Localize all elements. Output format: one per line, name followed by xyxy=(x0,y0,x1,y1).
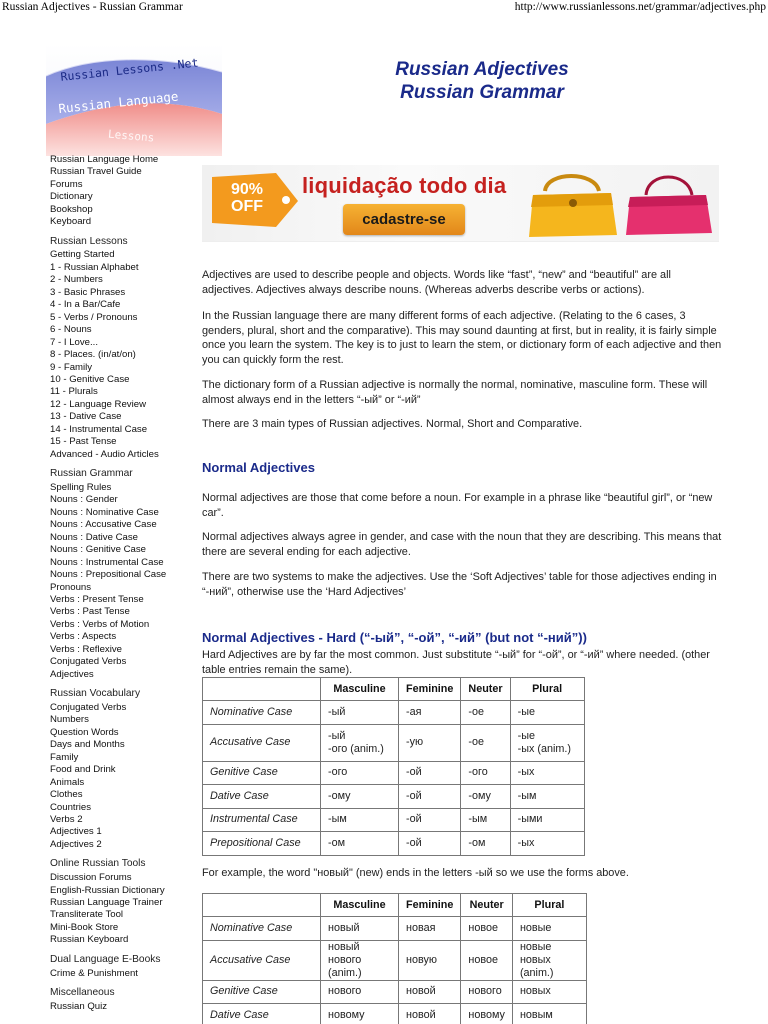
sidebar-link[interactable]: 10 - Genitive Case xyxy=(50,374,130,385)
sidebar-link[interactable]: 8 - Places. (in/at/on) xyxy=(50,349,136,361)
sidebar-group-grammar xyxy=(50,468,200,681)
ending-cell xyxy=(512,917,586,941)
sidebar-link[interactable]: 6 - Nouns xyxy=(50,324,92,336)
sidebar-group-lessons xyxy=(50,236,200,462)
cell-text: -ых xyxy=(517,766,535,779)
sidebar-heading-tools: Online Russian Tools xyxy=(50,858,146,870)
types-paragraph: There are 3 main types of Russian adjectives. Normal, Short and Comparative. xyxy=(202,418,583,430)
table-row xyxy=(203,917,587,941)
cell-text: -ой xyxy=(406,813,422,826)
discount-off: OFF xyxy=(231,198,263,215)
sidebar-link[interactable]: Discussion Forums xyxy=(50,872,132,884)
cell-text: новая xyxy=(406,921,436,934)
cell-text: новый xyxy=(328,921,360,934)
sidebar-link[interactable]: Days and Months xyxy=(50,739,125,751)
sidebar-group-misc xyxy=(50,987,200,1013)
sidebar-link[interactable]: Animals xyxy=(50,776,85,788)
sidebar-group-tools xyxy=(50,858,200,947)
yellow-handbag-icon xyxy=(525,169,620,239)
case-name-cell xyxy=(203,761,321,785)
sidebar-heading-vocabulary: Russian Vocabulary xyxy=(50,687,141,699)
cell-text: -ом xyxy=(328,836,346,849)
sidebar-link[interactable]: Russian Language Trainer xyxy=(50,897,163,909)
table-row xyxy=(203,724,585,761)
sidebar-link[interactable]: 13 - Dative Case xyxy=(50,411,122,423)
cell-text: -ом xyxy=(468,836,486,849)
ending-cell xyxy=(321,917,399,941)
sidebar-link[interactable]: 9 - Family xyxy=(50,361,93,373)
ending-cell xyxy=(399,701,461,725)
sidebar-link[interactable]: Numbers xyxy=(50,714,89,726)
cell-text: Genitive Case xyxy=(210,766,278,779)
ending-cell xyxy=(510,832,584,856)
sidebar-link[interactable]: Verbs : Verbs of Motion xyxy=(50,618,150,630)
sidebar-link[interactable]: 7 - I Love... xyxy=(50,336,98,348)
case-name-cell xyxy=(203,701,321,725)
sidebar-link[interactable]: Russian Travel Guide xyxy=(50,166,142,178)
cell-text: новые xyxy=(519,940,552,953)
ending-cell xyxy=(321,724,399,761)
sidebar-link[interactable]: Adjectives 2 xyxy=(50,838,102,850)
column-header: Neuter xyxy=(461,894,513,917)
sidebar-link[interactable]: Adjectives 1 xyxy=(50,826,102,838)
ending-cell xyxy=(461,917,513,941)
column-header xyxy=(203,678,321,701)
hard-description-paragraph: Hard Adjectives are by far the most common. Just substitute “-ый” for “-ой”, or “-ий” where needed. (other table entries remain the same). xyxy=(202,649,710,676)
ad-banner[interactable] xyxy=(202,165,719,242)
ending-cell xyxy=(399,724,461,761)
cell-text: Accusative Case xyxy=(210,736,291,748)
forms-paragraph: In the Russian language there are many different forms of each adjective. (Relating to the 6 cases, 3 genders, plural, short and the comparative). This may sound daunting at first, but in reality, it is fairly simple once you learn the system. The key is to just to learn the stem, or dictionary form of each adjective and then you can quickly form the rest. xyxy=(202,310,722,366)
sidebar-link[interactable]: Verbs 2 xyxy=(50,814,83,825)
discount-tag-icon xyxy=(210,171,300,229)
cell-text: -ых xyxy=(517,836,535,849)
sidebar-heading-lessons: Russian Lessons xyxy=(50,235,128,247)
cell-text: -ый xyxy=(328,729,346,742)
cell-text: -ая xyxy=(406,705,422,718)
ending-cell xyxy=(461,785,510,809)
ending-cell xyxy=(461,808,510,832)
ending-cell xyxy=(321,761,399,785)
cell-text: -ого xyxy=(468,766,488,779)
cell-text: новых xyxy=(519,985,551,998)
sidebar-link[interactable]: Forums xyxy=(50,178,83,190)
ending-cell xyxy=(510,724,584,761)
cell-text: Nominative Case xyxy=(210,921,293,934)
systems-paragraph: There are two systems to make the adjectives. Use the ‘Soft Adjectives’ table for those adjectives ending in “-ний”, otherwise use the ‘Hard Adjectives’ xyxy=(202,571,717,598)
cell-text: новый xyxy=(328,940,360,953)
case-name-cell xyxy=(203,785,321,809)
cell-text: -ых (anim.) xyxy=(517,742,571,755)
sidebar-link[interactable]: Russian Language Home xyxy=(50,154,159,165)
sidebar-link[interactable]: Nouns : Genitive Case xyxy=(50,544,146,556)
sidebar-link[interactable]: Nouns : Gender xyxy=(50,494,118,506)
page-title xyxy=(372,58,592,104)
ending-cell xyxy=(461,761,510,785)
sidebar-link[interactable]: 14 - Instrumental Case xyxy=(50,423,148,435)
sidebar-link[interactable]: Russian Keyboard xyxy=(50,934,129,946)
ending-cell xyxy=(512,1004,586,1024)
ad-signup-button[interactable]: cadastre-se xyxy=(343,204,465,235)
ending-cell xyxy=(512,980,586,1004)
sidebar-link[interactable]: Transliterate Tool xyxy=(50,909,124,921)
sidebar-link[interactable]: Keyboard xyxy=(50,216,92,228)
ending-cell xyxy=(399,980,461,1004)
cell-text: нового xyxy=(328,985,362,998)
cell-text: -ому xyxy=(328,789,351,802)
cell-text: новой xyxy=(406,985,436,998)
case-name-cell xyxy=(203,832,321,856)
table-row xyxy=(203,808,585,832)
sidebar-link[interactable]: Family xyxy=(50,751,79,763)
sidebar-group-main xyxy=(50,154,200,229)
sidebar-link[interactable]: Nouns : Nominative Case xyxy=(50,506,159,518)
sidebar-link[interactable]: 1 - Russian Alphabet xyxy=(50,261,139,273)
cell-text: -ого (anim.) xyxy=(328,742,384,755)
ad-headline: liquidação todo dia xyxy=(302,173,507,198)
sidebar-link[interactable]: Adjectives xyxy=(50,668,94,680)
sidebar-link[interactable]: Crime & Punishment xyxy=(50,967,138,979)
print-header xyxy=(0,0,768,16)
cell-text: Dative Case xyxy=(210,1008,269,1021)
cell-text: новому xyxy=(468,1008,505,1021)
cell-text: Prepositional Case xyxy=(210,836,301,849)
case-name-cell xyxy=(203,808,321,832)
column-header: Masculine xyxy=(321,678,399,701)
table-row xyxy=(203,1004,587,1024)
sidebar-link[interactable]: 4 - In a Bar/Cafe xyxy=(50,299,121,311)
cell-text: новое xyxy=(468,921,498,934)
case-name-cell xyxy=(203,1004,321,1024)
ending-cell xyxy=(321,980,399,1004)
ending-cell xyxy=(461,724,510,761)
print-page-title: Russian Adjectives - Russian Grammar xyxy=(2,1,183,13)
example-forms-table xyxy=(202,893,587,1024)
cell-text: Accusative Case xyxy=(210,953,291,966)
sidebar-heading-ebooks: Dual Language E-Books xyxy=(50,953,161,965)
sidebar-link[interactable]: English-Russian Dictionary xyxy=(50,884,165,896)
intro-paragraph: Adjectives are used to describe people and objects. Words like “fast”, “new” and “beautiful” are all adjectives. Adjectives always describe nouns. (Whereas adverbs describe verbs or actions). xyxy=(202,269,671,296)
ending-cell xyxy=(321,832,399,856)
logo-text-line1: Russian Lessons .Net xyxy=(59,55,200,84)
cell-text: -ой xyxy=(406,766,422,779)
sidebar-link[interactable]: Food and Drink xyxy=(50,764,116,776)
column-header: Plural xyxy=(510,678,584,701)
hard-endings-table xyxy=(202,677,585,856)
sidebar-link[interactable]: Pronouns xyxy=(50,581,92,593)
ending-cell xyxy=(510,701,584,725)
ending-cell xyxy=(512,940,586,980)
cell-text: -ому xyxy=(468,789,491,802)
sidebar-link[interactable]: 2 - Numbers xyxy=(50,274,103,286)
table-row xyxy=(203,701,585,725)
pink-handbag-icon xyxy=(620,169,716,239)
ending-cell xyxy=(321,785,399,809)
sidebar-link[interactable]: 5 - Verbs / Pronouns xyxy=(50,311,138,323)
ending-cell xyxy=(461,940,513,980)
cell-text: -ой xyxy=(406,836,422,849)
cell-text: новые xyxy=(519,921,552,934)
sidebar-link[interactable]: 3 - Basic Phrases xyxy=(50,286,126,298)
ending-cell xyxy=(510,785,584,809)
sidebar-link[interactable]: Question Words xyxy=(50,726,119,738)
cell-text: -ый xyxy=(328,705,346,718)
sidebar-link[interactable]: 12 - Language Review xyxy=(50,398,147,410)
table-row xyxy=(203,832,585,856)
ending-cell xyxy=(399,940,461,980)
cell-text: новое xyxy=(468,953,498,966)
dictionary-form-paragraph: The dictionary form of a Russian adjective is normally the normal, nominative, masculine form. These will almost always end in the letters “-ый” or “-ий” xyxy=(202,379,708,406)
sidebar-link[interactable]: Verbs : Aspects xyxy=(50,631,117,643)
cell-text: Dative Case xyxy=(210,789,269,802)
cell-text: новой xyxy=(406,1008,436,1021)
cell-text: Instrumental Case xyxy=(210,813,298,826)
case-name-cell xyxy=(203,980,321,1004)
section-heading-normal: Normal Adjectives xyxy=(202,460,315,475)
cell-text: новому xyxy=(328,1008,365,1021)
cell-text: -ым xyxy=(468,813,488,826)
cell-text: нового (anim.) xyxy=(328,953,362,979)
sidebar-link[interactable]: Getting Started xyxy=(50,249,115,261)
case-name-cell xyxy=(203,917,321,941)
sidebar-link[interactable]: Advanced - Audio Articles xyxy=(50,448,159,460)
sidebar-link[interactable]: Bookshop xyxy=(50,203,93,215)
ending-cell xyxy=(399,1004,461,1024)
cell-text: -ую xyxy=(406,736,424,748)
cell-text: Nominative Case xyxy=(210,705,293,718)
ending-cell xyxy=(321,701,399,725)
page-title-line1: Russian Adjectives xyxy=(395,59,569,80)
table-header-row xyxy=(203,894,587,917)
table-row xyxy=(203,940,587,980)
logo-text-line3: Lessons xyxy=(107,127,155,145)
column-header: Feminine xyxy=(399,678,461,701)
ending-cell xyxy=(321,1004,399,1024)
column-header: Feminine xyxy=(399,894,461,917)
cell-text: нового xyxy=(468,985,502,998)
sidebar-link[interactable]: Verbs : Present Tense xyxy=(50,594,144,605)
cell-text: новым xyxy=(519,1008,553,1021)
ending-cell xyxy=(461,980,513,1004)
sidebar-group-ebooks xyxy=(50,954,200,980)
ending-cell xyxy=(399,761,461,785)
cell-text: новых (anim.) xyxy=(519,953,554,979)
sidebar-link[interactable]: Mini-Book Store xyxy=(50,921,119,933)
cell-text: -ой xyxy=(406,789,422,802)
table-header-row xyxy=(203,678,585,701)
logo-text-line2: Russian Language xyxy=(57,88,180,117)
ending-cell xyxy=(510,808,584,832)
sidebar-link[interactable]: Conjugated Verbs xyxy=(50,656,127,668)
ending-cell xyxy=(399,808,461,832)
sidebar-heading-grammar: Russian Grammar xyxy=(50,467,133,479)
agreement-paragraph: Normal adjectives always agree in gender, and case with the noun that they are describing. This means that there are several ending for each adjective. xyxy=(202,531,722,558)
table-row xyxy=(203,785,585,809)
ending-cell xyxy=(399,785,461,809)
ending-cell xyxy=(510,761,584,785)
column-header: Neuter xyxy=(461,678,510,701)
cell-text: новую xyxy=(406,953,437,966)
cell-text: -ое xyxy=(468,705,485,718)
table-row xyxy=(203,761,585,785)
column-header xyxy=(203,894,321,917)
cell-text: -ого xyxy=(328,766,348,779)
sidebar-link[interactable]: Verbs : Past Tense xyxy=(50,606,130,618)
normal-definition-paragraph: Normal adjectives are those that come before a noun. For example in a phrase like “beautiful girl”, or “new car”. xyxy=(202,492,713,519)
sidebar-link[interactable]: Nouns : Accusative Case xyxy=(50,519,157,531)
ending-cell xyxy=(321,940,399,980)
sidebar-link[interactable]: Russian Quiz xyxy=(50,1000,108,1012)
sidebar-nav xyxy=(50,154,200,1020)
example-paragraph: For example, the word "новый" (new) ends in the letters -ый so we use the forms above. xyxy=(202,867,629,879)
print-page-url: http://www.russianlessons.net/grammar/adjectives.php xyxy=(514,1,766,13)
cell-text: -ые xyxy=(517,705,535,718)
ending-cell xyxy=(399,917,461,941)
cell-text: Genitive Case xyxy=(210,985,278,998)
sidebar-link[interactable]: Nouns : Dative Case xyxy=(50,531,138,543)
site-logo[interactable] xyxy=(46,44,222,156)
sidebar-link[interactable]: Conjugated Verbs xyxy=(50,701,127,713)
case-name-cell xyxy=(203,940,321,980)
column-header: Masculine xyxy=(321,894,399,917)
page-title-line2: Russian Grammar xyxy=(400,82,564,103)
sidebar-link[interactable]: Verbs : Reflexive xyxy=(50,643,122,655)
ending-cell xyxy=(461,832,510,856)
ending-cell xyxy=(461,1004,513,1024)
sidebar-link[interactable]: Spelling Rules xyxy=(50,481,112,493)
ending-cell xyxy=(321,808,399,832)
discount-percent: 90% xyxy=(230,181,264,198)
cell-text: -ым xyxy=(328,813,347,826)
cell-text: -ым xyxy=(517,789,537,802)
column-header: Plural xyxy=(512,894,586,917)
ending-cell xyxy=(399,832,461,856)
cell-text: -ыми xyxy=(517,813,543,826)
sidebar-heading-misc: Miscellaneous xyxy=(50,986,115,998)
table-row xyxy=(203,980,587,1004)
sidebar-link[interactable]: 15 - Past Tense xyxy=(50,436,117,448)
cell-text: -ое xyxy=(468,736,485,748)
sidebar-link[interactable]: Countries xyxy=(50,801,92,813)
ending-cell xyxy=(461,701,510,725)
sidebar-group-vocabulary xyxy=(50,688,200,851)
sidebar-link[interactable]: Clothes xyxy=(50,789,83,801)
sidebar-link[interactable]: 11 - Plurals xyxy=(50,386,98,398)
case-name-cell xyxy=(203,724,321,761)
sidebar-link[interactable]: Nouns : Prepositional Case xyxy=(50,569,167,581)
cell-text: -ые xyxy=(517,729,535,742)
section-heading-hard: Normal Adjectives - Hard (“-ый”, “-ой”, “-ий” (but not “-ний”)) xyxy=(202,630,587,645)
sidebar-link[interactable]: Dictionary xyxy=(50,191,93,203)
sidebar-link[interactable]: Nouns : Instrumental Case xyxy=(50,556,164,568)
